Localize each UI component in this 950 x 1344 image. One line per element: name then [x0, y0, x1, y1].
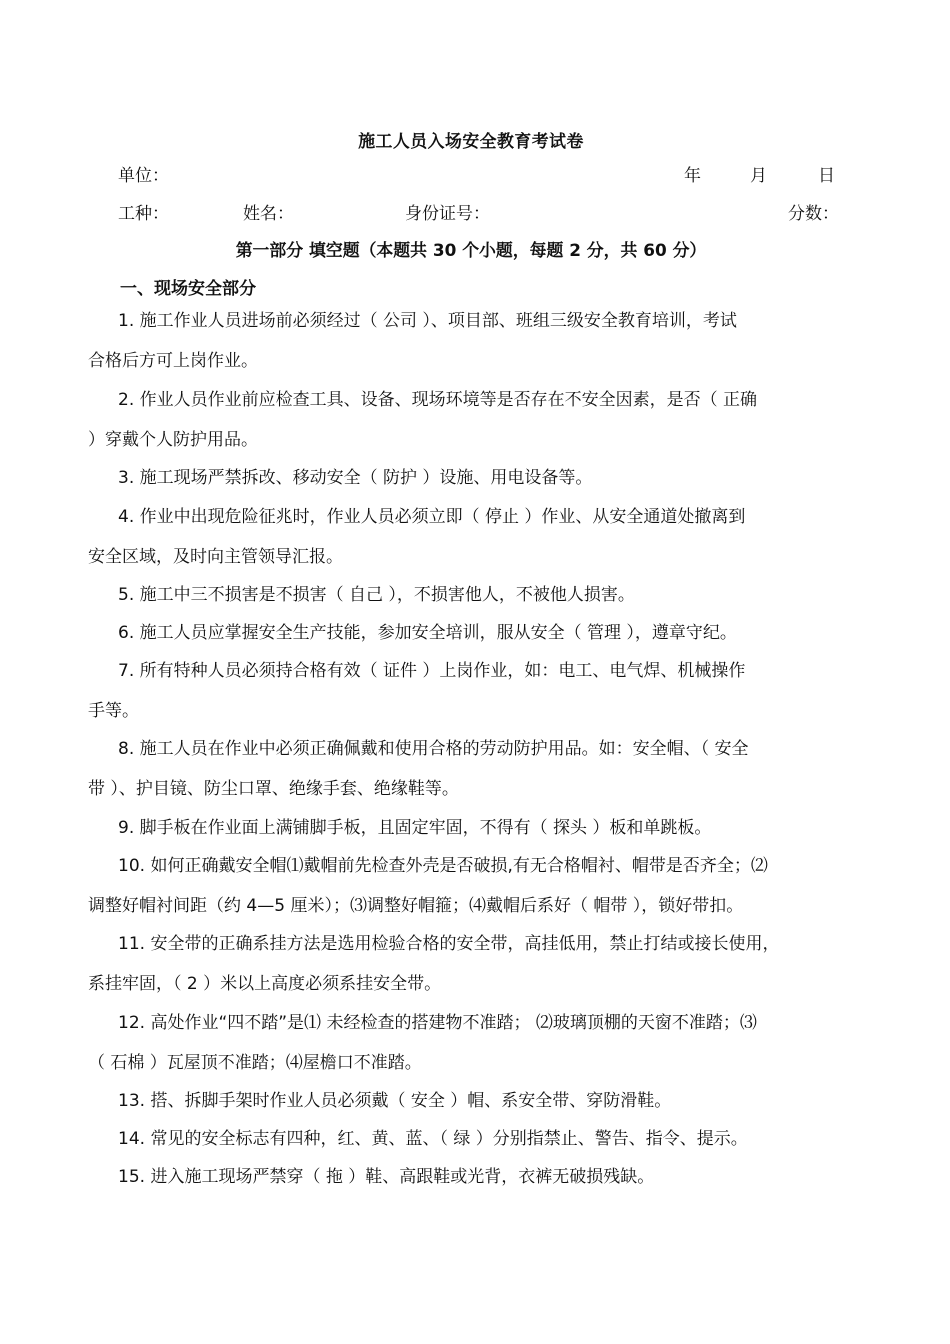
question-4-line-1: 4. 作业中出现危险征兆时，作业人员必须立即（ 停止 ）作业、从安全通道处撤离到: [118, 507, 746, 527]
question-9: 9. 脚手板在作业面上满铺脚手板，且固定牢固，不得有（ 探头 ）板和单跳板。: [118, 818, 712, 838]
section-site-safety-title: 一、现场安全部分: [120, 279, 256, 299]
question-10-line-1: 10. 如何正确戴安全帽⑴戴帽前先检查外壳是否破损,有无合格帽衬、帽带是否齐全；⑵: [118, 856, 768, 876]
question-11-line-2: 系挂牢固，（ 2 ）米以上高度必须系挂安全带。: [88, 974, 442, 994]
question-13: 13. 搭、拆脚手架时作业人员必须戴（ 安全 ）帽、系安全带、穿防滑鞋。: [118, 1091, 672, 1111]
question-7-line-2: 手等。: [88, 701, 139, 721]
question-1-line-1: 1. 施工作业人员进场前必须经过（ 公司 ）、项目部、班组三级安全教育培训，考试: [118, 311, 737, 331]
question-8-line-2: 带 ）、护目镜、防尘口罩、绝缘手套、绝缘鞋等。: [88, 779, 459, 799]
question-6: 6. 施工人员应掌握安全生产技能，参加安全培训，服从安全（ 管理 ），遵章守纪。: [118, 623, 737, 643]
month-label: 月: [750, 166, 767, 186]
question-4-line-2: 安全区域，及时向主管领导汇报。: [88, 547, 343, 567]
question-2-line-2: ）穿戴个人防护用品。: [88, 430, 258, 450]
question-12-line-2: （ 石棉 ）瓦屋顶不准踏；⑷屋檐口不准踏。: [88, 1053, 422, 1073]
question-11-line-1: 11. 安全带的正确系挂方法是选用检验合格的安全带，高挂低用，禁止打结或接长使用，: [118, 934, 780, 954]
question-5: 5. 施工中三不损害是不损害（ 自己 ），不损害他人，不被他人损害。: [118, 585, 635, 605]
question-7-line-1: 7. 所有特种人员必须持合格有效（ 证件 ）上岗作业，如：电工、电气焊、机械操作: [118, 661, 746, 681]
job-label: 工种：: [118, 204, 169, 224]
question-1-line-2: 合格后方可上岗作业。: [88, 351, 258, 371]
exam-title: 施工人员入场安全教育考试卷: [358, 132, 584, 152]
name-label: 姓名：: [243, 204, 294, 224]
question-8-line-1: 8. 施工人员在作业中必须正确佩戴和使用合格的劳动防护用品。如：安全帽、（ 安全: [118, 739, 749, 759]
question-15: 15. 进入施工现场严禁穿（ 拖 ）鞋、高跟鞋或光背，衣裤无破损残缺。: [118, 1167, 655, 1187]
question-10-line-2: 调整好帽衬间距（约 4—5 厘米）；⑶调整好帽箍；⑷戴帽后系好（ 帽带 ），锁好带扣。: [88, 896, 744, 916]
part-one-title: 第一部分 填空题（本题共 30 个小题，每题 2 分，共 60 分）: [235, 241, 707, 261]
question-12-line-1: 12. 高处作业“四不踏”是⑴ 未经检查的搭建物不准踏； ⑵玻璃顶棚的天窗不准踏；⑶: [118, 1013, 757, 1033]
id-number-label: 身份证号：: [405, 204, 490, 224]
question-2-line-1: 2. 作业人员作业前应检查工具、设备、现场环境等是否存在不安全因素，是否（ 正确: [118, 390, 758, 410]
question-3: 3. 施工现场严禁拆改、移动安全（ 防护 ）设施、用电设备等。: [118, 468, 593, 488]
unit-label: 单位：: [118, 166, 169, 186]
day-label: 日: [818, 166, 835, 186]
score-label: 分数：: [788, 204, 839, 224]
year-label: 年: [684, 166, 701, 186]
question-14: 14. 常见的安全标志有四种，红、黄、蓝、（ 绿 ）分别指禁止、警告、指令、提示。: [118, 1129, 748, 1149]
